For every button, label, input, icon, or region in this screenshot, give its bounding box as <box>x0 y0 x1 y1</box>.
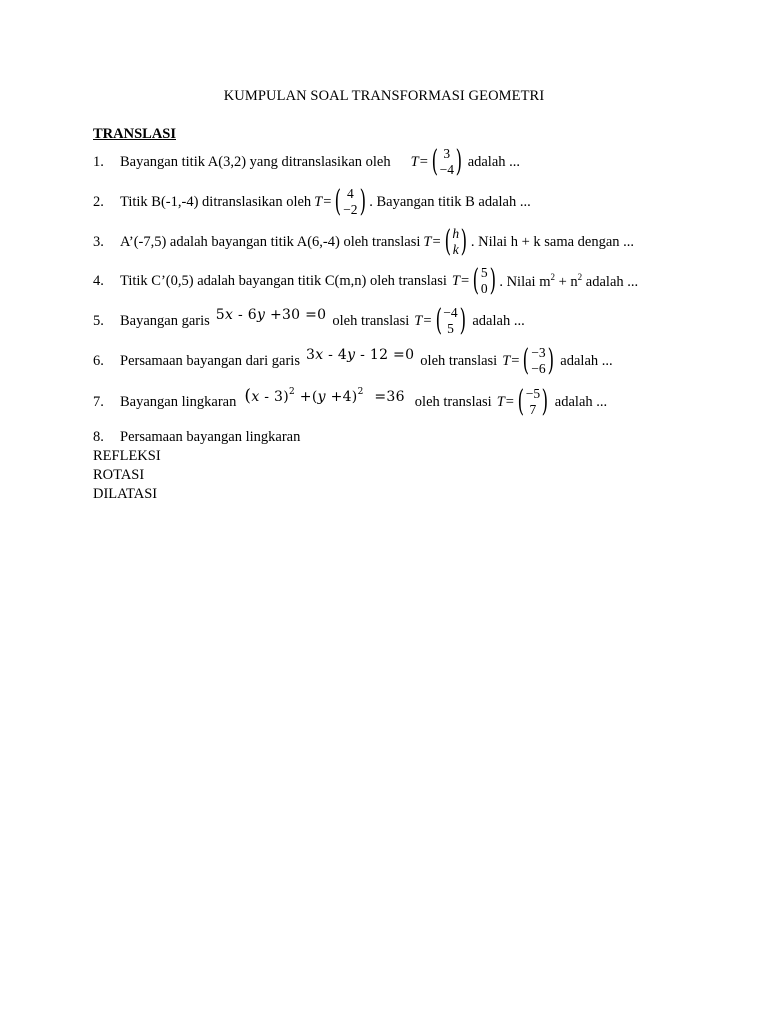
eq-part: +30 =0 <box>265 307 327 323</box>
left-paren: ( <box>431 144 438 179</box>
equals-sign: = <box>432 233 441 250</box>
question-suffix: adalah ... <box>472 312 525 329</box>
right-paren: ) <box>359 184 366 219</box>
eq-part: - 4 <box>323 347 348 363</box>
question-number: 7. <box>93 393 104 410</box>
vector-bottom: 7 <box>529 402 537 417</box>
equals-sign: = <box>511 352 520 369</box>
vector-bottom: −4 <box>439 162 454 177</box>
question-7 <box>93 386 607 418</box>
question-mid: oleh translasi <box>332 312 410 329</box>
suffix-part: + n <box>554 273 578 290</box>
vector-top: −4 <box>443 305 458 320</box>
circle-equation <box>244 386 404 406</box>
left-paren: ( <box>444 224 451 259</box>
right-paren: ) <box>460 224 468 259</box>
eq-part: ( <box>244 386 252 406</box>
question-text: Persamaan bayangan lingkaran <box>120 429 301 445</box>
question-5 <box>93 305 525 337</box>
superscript: 2 <box>577 271 583 282</box>
equals-sign: = <box>423 312 432 329</box>
translation-vector <box>497 386 551 418</box>
question-suffix: . Nilai h + k sama dengan ... <box>470 233 635 250</box>
vector-top: −3 <box>531 345 546 360</box>
line-equation <box>216 307 327 323</box>
question-number: 4. <box>93 272 104 289</box>
left-paren: ( <box>335 184 342 219</box>
question-4 <box>93 265 638 297</box>
var-x: x <box>315 347 324 363</box>
eq-part: +( <box>295 389 318 405</box>
vector-bottom: 0 <box>480 281 488 296</box>
translation-vector <box>423 226 469 258</box>
question-mid: oleh translasi <box>414 393 492 410</box>
vector-column <box>526 386 540 418</box>
question-text: Bayangan garis <box>120 312 210 329</box>
question-number: 6. <box>93 352 104 369</box>
translation-vector <box>414 305 468 337</box>
left-paren: ( <box>517 384 525 419</box>
question-suffix: adalah ... <box>554 393 608 410</box>
right-paren: ) <box>547 343 554 378</box>
superscript: 2 <box>550 271 555 282</box>
question-number: 1. <box>93 153 104 170</box>
translation-vector <box>411 146 465 178</box>
line-equation <box>306 347 414 363</box>
vector-bottom: 5 <box>447 321 454 336</box>
right-paren: ) <box>459 303 466 338</box>
vector-top: −5 <box>525 386 541 401</box>
question-number: 2. <box>93 193 104 210</box>
left-paren: ( <box>523 343 530 378</box>
translation-vector <box>314 186 368 218</box>
left-paren: ( <box>435 303 442 338</box>
vector-column <box>531 345 545 377</box>
section-heading-dilatasi: DILATASI <box>93 486 158 502</box>
question-suffix: . Bayangan titik B adalah ... <box>369 193 531 210</box>
equals-sign: = <box>419 153 428 170</box>
question-3 <box>93 226 634 258</box>
suffix-part: . Nilai m <box>499 273 551 290</box>
left-paren: ( <box>472 263 480 298</box>
question-mid: oleh translasi <box>420 352 498 369</box>
question-text: Persamaan bayangan dari garis <box>120 352 300 369</box>
eq-part: - 12 =0 <box>355 347 415 363</box>
var-x: x <box>225 307 234 323</box>
question-text: Bayangan titik A(3,2) yang ditranslasikan oleh <box>120 153 391 170</box>
vector-top: 3 <box>443 146 451 161</box>
var-y: y <box>347 347 356 363</box>
question-1 <box>93 146 520 178</box>
question-2 <box>93 186 531 218</box>
right-paren: ) <box>489 263 496 298</box>
vector-top: h <box>452 226 460 241</box>
vector-top: 4 <box>346 186 354 201</box>
section-heading-translasi: TRANSLASI <box>93 126 176 142</box>
suffix-part: adalah ... <box>582 273 639 290</box>
eq-part: =36 <box>369 389 405 405</box>
question-suffix: adalah ... <box>560 352 613 369</box>
eq-part: 5 <box>215 307 226 323</box>
vector-bottom: k <box>452 242 459 257</box>
question-text: A’(-7,5) adalah bayangan titik A(6,-4) oleh translasi <box>120 233 421 250</box>
question-number: 8. <box>93 429 104 445</box>
equals-sign: = <box>460 272 470 289</box>
vector-symbol: T <box>496 393 505 410</box>
right-paren: ) <box>455 144 463 179</box>
question-suffix: adalah ... <box>467 153 521 170</box>
question-suffix <box>499 272 638 291</box>
var-y: y <box>317 389 326 405</box>
question-number: 5. <box>93 312 104 329</box>
vector-top: 5 <box>480 265 488 280</box>
equals-sign: = <box>505 393 514 410</box>
vector-symbol: T <box>423 233 432 250</box>
vector-symbol: T <box>451 272 460 289</box>
section-heading-rotasi: ROTASI <box>93 467 145 483</box>
question-8 <box>93 429 300 446</box>
vector-symbol: T <box>410 153 419 170</box>
question-text: Bayangan lingkaran <box>120 393 237 410</box>
vector-bottom: −2 <box>343 202 358 217</box>
vector-column <box>343 186 357 218</box>
vector-symbol: T <box>314 193 323 210</box>
question-text: Titik B(-1,-4) ditranslasikan oleh <box>120 193 312 210</box>
exponent: 2 <box>357 387 364 397</box>
translation-vector <box>502 345 556 377</box>
question-text: Titik C’(0,5) adalah bayangan titik C(m,n) oleh translasi <box>120 272 447 289</box>
var-y: y <box>256 307 266 323</box>
eq-part: 3 <box>305 347 316 363</box>
vector-column <box>452 226 459 258</box>
vector-symbol: T <box>502 352 511 369</box>
exponent: 2 <box>289 387 296 397</box>
equals-sign: = <box>323 193 332 210</box>
vector-column <box>481 265 488 297</box>
question-number: 3. <box>93 233 104 250</box>
vector-column <box>440 146 454 178</box>
right-paren: ) <box>541 384 549 419</box>
eq-part: +4) <box>325 389 358 405</box>
var-x: x <box>251 389 260 405</box>
eq-part: - 3) <box>259 389 290 405</box>
translation-vector <box>452 265 498 297</box>
vector-symbol: T <box>414 312 423 329</box>
eq-part: - 6 <box>233 307 257 323</box>
vector-bottom: −6 <box>531 361 546 376</box>
section-heading-refleksi: REFLEKSI <box>93 448 161 464</box>
page-title: KUMPULAN SOAL TRANSFORMASI GEOMETRI <box>223 88 545 104</box>
vector-column <box>443 305 457 337</box>
question-6 <box>93 345 613 377</box>
